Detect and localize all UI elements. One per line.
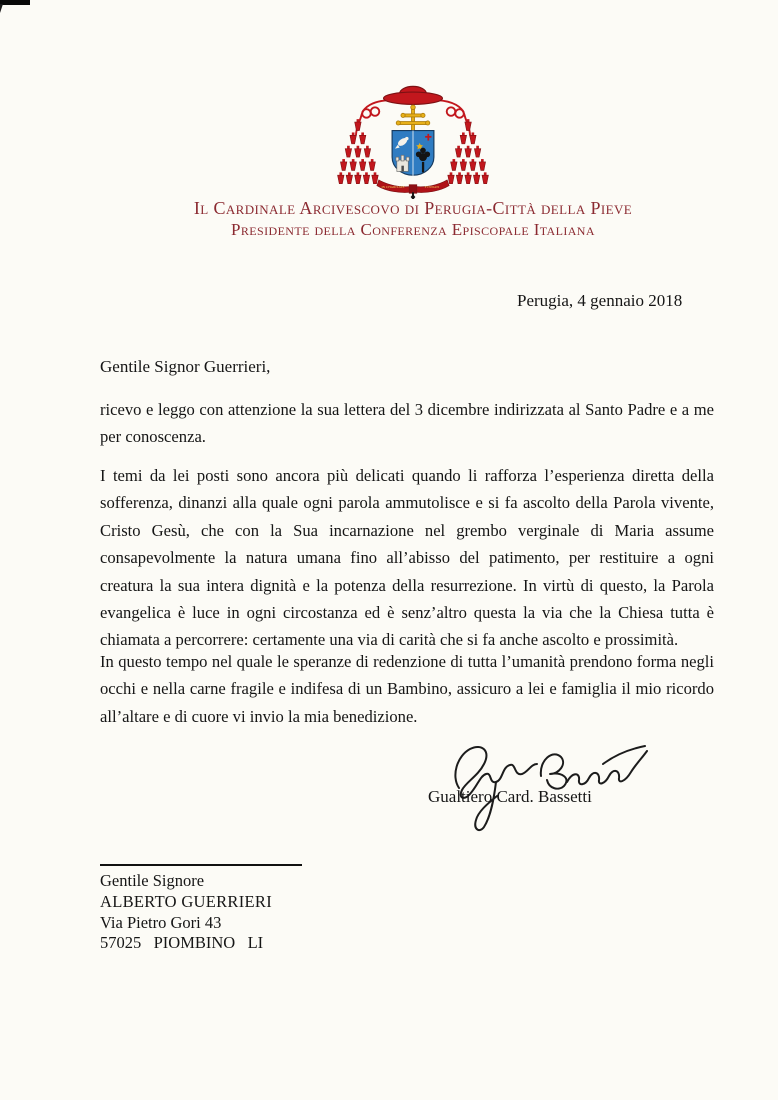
recipient-address-block (100, 871, 272, 954)
paragraph-3: In questo tempo nel quale le speranze di redenzione di tutta l’umanità prendono forma negli occhi e nella carne fragile e indifesa di un Bambino, assicuro a lei e famiglia il mio ricordo all’altare e di cuore vi invio la mia benedizione. (100, 652, 714, 726)
recipient-city: 57025 PIOMBINO LI (100, 933, 264, 953)
signature-printed-name: Gualtiero Card. Bassetti (428, 787, 592, 806)
paragraph-1: ricevo e leggo con attenzione la sua lettera del 3 dicembre indirizzata al Santo Padre e a me per conoscenza. (100, 400, 714, 447)
motto-text-right: FVNDATI (424, 185, 440, 190)
scan-artifact-bar (0, 0, 30, 5)
galero-hat (384, 86, 443, 104)
letterhead (88, 197, 738, 240)
handwritten-signature (443, 734, 661, 836)
recipient-name: ALBERTO GUERRIERI (100, 891, 273, 911)
tassels-left (338, 119, 379, 184)
castle-charge (396, 155, 409, 171)
salutation: Gentile Signor Guerrieri, (100, 357, 271, 376)
tassels-right (448, 119, 489, 184)
recipient-salutation: Gentile Signore (100, 871, 205, 890)
recipient-street: Via Pietro Gori 43 (100, 912, 222, 932)
letterhead-subtitle: Presidente della Conferenza Episcopale Italiana (231, 220, 595, 239)
motto-text-left: IN CHARITATE (381, 185, 405, 190)
coat-of-arms-svg (337, 83, 489, 199)
address-divider-line (100, 864, 302, 866)
letterhead-title: Il Cardinale Arcivescovo di Perugia-Città della Pieve (193, 198, 633, 218)
cardinal-coat-of-arms-icon (337, 83, 489, 199)
paragraph-2: I temi da lei posti sono ancora più delicati quando li rafforza l’esperienza diretta della sofferenza, dinanzi alla quale ogni parola ammutolisce e si fa ascolto della Parola vivente, Cristo Gesù, che con la Sua incarnazione nel grembo verginale di Maria assume consapevolmente la natura umana fino all’abisso del patimento, per restituire a ogni creatura la sua intera dignità e la potenza della resurrezione. In virtù di questo, la Parola evangelica è luce in ogni circostanza ed è senz’altro questa la via che la Chiesa tutta è chiamata a percorrere: certamente una via di carità che si fa anche ascolto e prossimità. (100, 466, 714, 650)
dateline: Perugia, 4 gennaio 2018 (517, 291, 683, 310)
scan-artifact-tick (0, 4, 3, 13)
shield (392, 131, 434, 177)
